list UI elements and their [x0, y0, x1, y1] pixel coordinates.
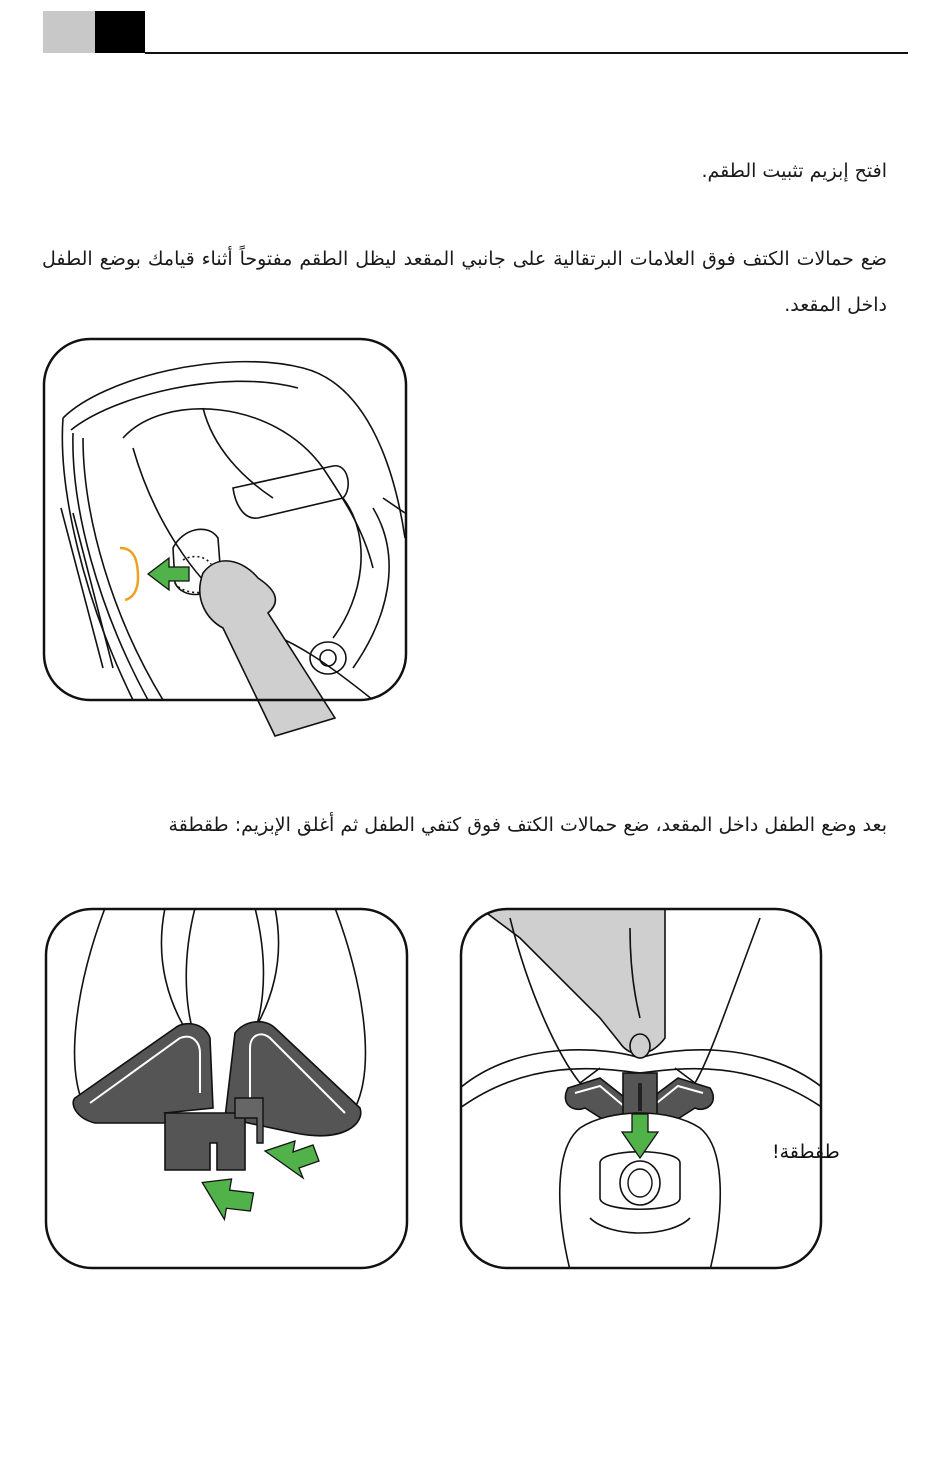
- page-header-gray-block: [43, 11, 95, 53]
- step-1-text: افتح إبزيم تثبيت الطقم.: [701, 160, 887, 182]
- figure-seat-harness-open: [43, 338, 408, 738]
- arrow-down-left-icon: [265, 1141, 319, 1178]
- arrow-up-right-icon: [200, 1162, 261, 1226]
- arrow-left-icon: [148, 558, 189, 590]
- figure-buckle-insert: [45, 908, 409, 1270]
- buckle-illustration: [45, 908, 409, 1270]
- click-label: طقطقة!: [772, 1141, 840, 1163]
- buckle-click-illustration: [460, 908, 840, 1270]
- hand-icon: [200, 561, 335, 736]
- page-header-black-block: [95, 11, 145, 53]
- seat-illustration: [43, 338, 408, 738]
- step-2-text: ضع حمالات الكتف فوق العلامات البرتقالية على جانبي المقعد ليظل الطقم مفتوحاً أثناء قيامك بوضع الطفل داخل المقعد.: [42, 248, 887, 316]
- figure-buckle-click: [460, 908, 840, 1270]
- orange-marker: [120, 548, 138, 600]
- page-header-rule: [145, 52, 908, 54]
- step-3-text: بعد وضع الطفل داخل المقعد، ضع حمالات الكتف فوق كتفي الطفل ثم أغلق الإبزيم: طقطقة: [168, 814, 887, 836]
